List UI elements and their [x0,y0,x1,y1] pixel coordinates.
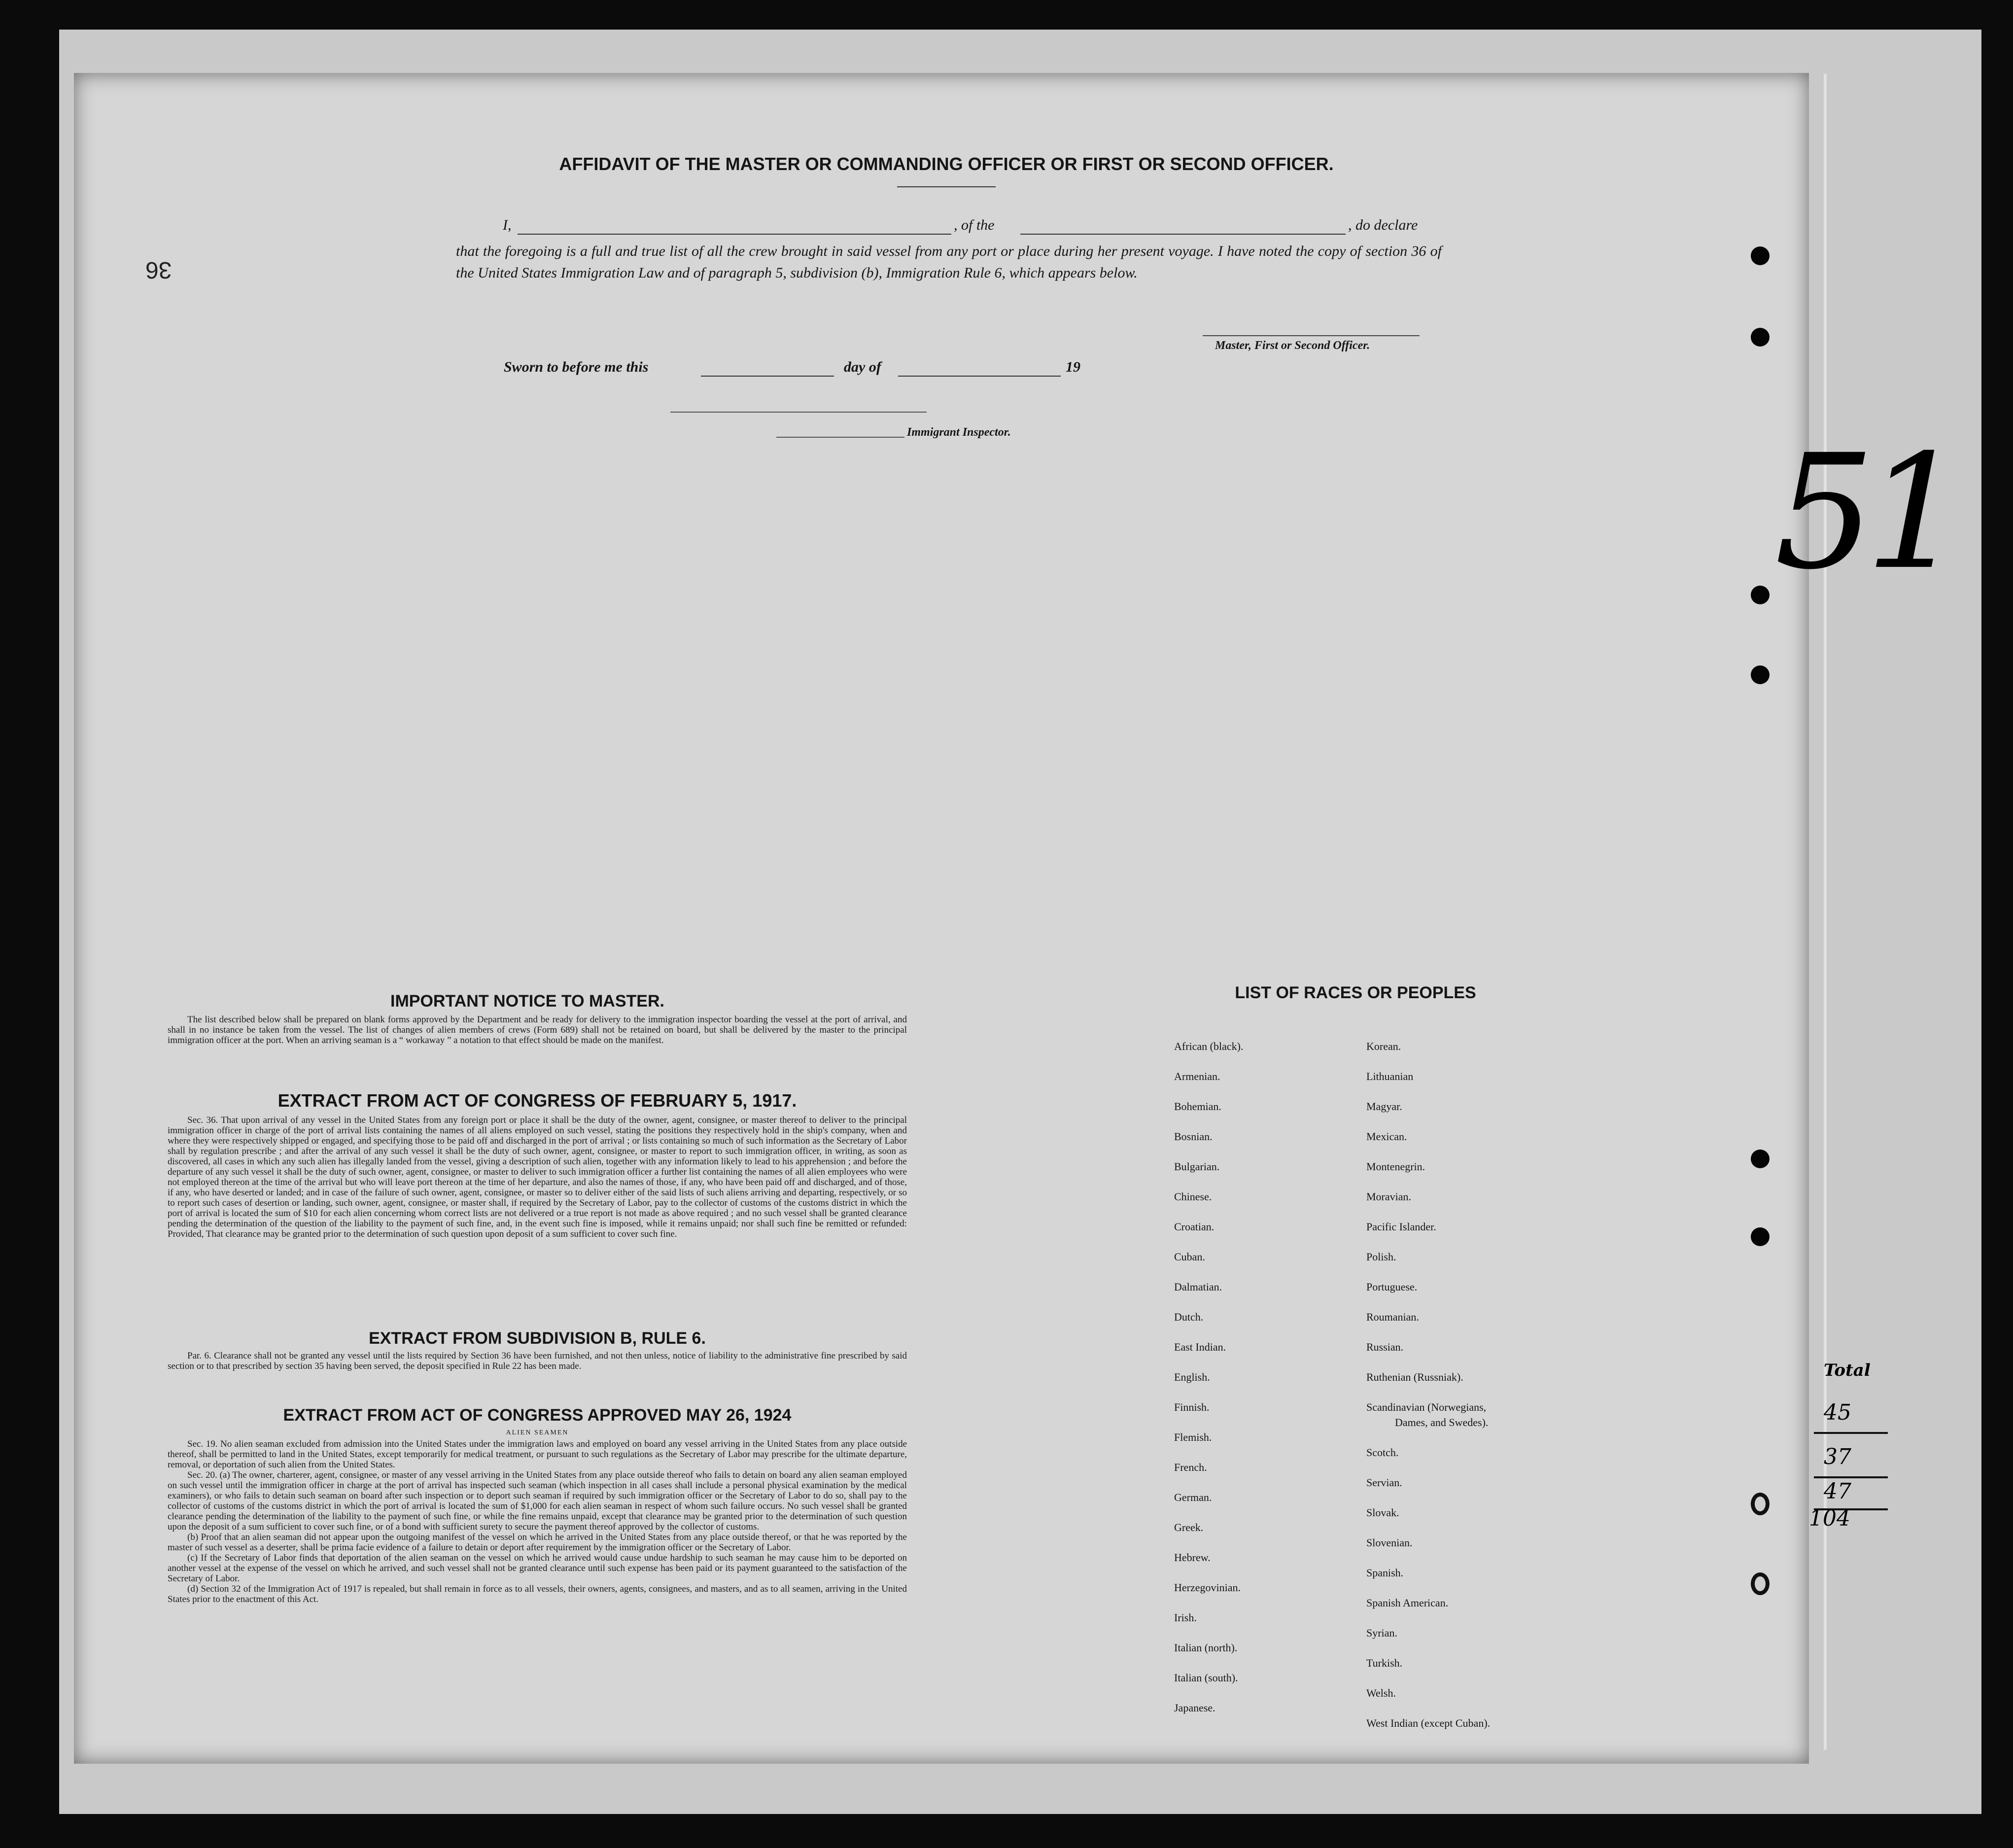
race-item: Dalmatian. [1174,1281,1222,1293]
race-item: German. [1174,1491,1212,1503]
race-item: Armenian. [1174,1070,1220,1082]
punch-hole-ring [1751,1572,1770,1595]
extract-1924-title: EXTRACT FROM ACT OF CONGRESS APPROVED MAY 26, 1924 [283,1406,792,1425]
race-item: Scandinavian (Norwegians, [1366,1401,1487,1413]
tally-rule [1814,1476,1888,1478]
race-item: Turkish. [1366,1657,1403,1669]
inspector-underline [776,437,904,438]
subdivision-b-title: EXTRACT FROM SUBDIVISION B, RULE 6. [369,1329,706,1348]
race-item: Spanish American. [1366,1597,1449,1609]
race-item: Servian. [1366,1476,1402,1489]
races-title: LIST OF RACES OR PEOPLES [1235,983,1476,1002]
signature-line[interactable] [1203,335,1420,336]
race-item: African (black). [1174,1040,1244,1052]
notice-paragraph: The list described below shall be prepared on blank forms approved by the Department and be ready for delivery to the immigration inspector boarding the vessel at the port of arrival, and shall in no instance be taken from the vessel. The list of changes of alien members of crews (Form 689) shall not be retained on board, but shall be delivered by the master to the principal immigration officer at the port. When an arriving seaman is a “ workaway ” a notation to that effect should be made on the manifest. [168,1014,907,1046]
alien-seamen-label: ALIEN SEAMEN [506,1429,569,1436]
year-label: 19 [1066,359,1080,375]
declaration-line [503,217,1429,237]
race-item: Montenegrin. [1366,1160,1425,1173]
race-item: Italian (north). [1174,1641,1238,1654]
subdivision-b-text [168,1351,907,1371]
par-6-paragraph: Par. 6. Clearance shall not be granted any vessel until the lists required by Section 36 have been furnished, and not then unless, notice of liability to the administrative fine prescribed by said section or to that prescribed by section 35 having been served, the deposit specified in Rule 22 has been made. [168,1351,907,1371]
inspector-label: Immigrant Inspector. [907,426,1011,439]
of-the-label: , of the [954,217,995,233]
race-item: Dutch. [1174,1311,1204,1323]
master-label: Master, First or Second Officer. [1215,339,1370,352]
handwritten-tally-1: 45 [1824,1400,1851,1425]
sworn-line [504,359,1145,379]
punch-hole-ring [1751,1493,1770,1515]
sec-20d-paragraph: (d) Section 32 of the Immigration Act of 1917 is repealed, but shall remain in force as to all vessels, their owners, agents, consignees, and masters, and as to all seamen, arriving in the United States prior to the enactment of this Act. [168,1584,907,1604]
race-item: Syrian. [1366,1627,1397,1639]
race-item: Greek. [1174,1521,1204,1534]
tally-rule [1814,1432,1888,1434]
day-of-label: day of [844,359,881,375]
race-item: Moravian. [1366,1190,1412,1203]
affidavit-title: AFFIDAVIT OF THE MASTER OR COMMANDING OFFICER OR FIRST OR SECOND OFFICER. [559,154,1334,174]
punch-hole [1751,1150,1770,1168]
race-item: Hebrew. [1174,1551,1211,1564]
section-36-paragraph: Sec. 36. That upon arrival of any vessel in the United States from any foreign port or place it shall be the duty of the owner, agent, consignee, or master thereof to deliver to the principal immigration officer in charge of the port of arrival lists containing the names of all aliens employed on such vessel, stating the positions they respectively hold in the ship's company, when and where they were respectively shipped or engaged, and specifying those to be paid off and discharged in the port of arrival ; or lists containing so much of such information as the Secretary of Labor shall by regulation prescribe ; and after the arrival of any such vessel it shall be the duty of such owner, agent, consignee, or master to report to such immigration officer, in writing, as soon as discovered, all cases in which any such alien has illegally landed from the vessel, giving a description of such alien, together with any information likely to lead to his apprehension ; and before the departure of any such vessel it shall be the duty of such owner, agent, consignee, or master to deliver to such immigration officer a further list containing the names of all alien employees who were not employed thereon at the time of the arrival but who will leave port thereon at the time of her departure, and also the names of those, if any, who have been paid off and discharged, and of those, if any, who have deserted or landed; and in case of the failure of such owner, agent, consignee, or master so to deliver either of the said lists of such aliens arriving and departing, respectively, or so to report such cases of desertion or landing, such owner, agent, consignee, or master shall, if required by the Secretary of Labor, pay to the collector of customs of the customs district in which the port of arrival is located the sum of $10 for each alien concerning whom correct lists are not delivered or a true report is not made as above required ; and no such vessel shall be granted clearance pending the determination of the question of the liability to the payment of such fine, and, in the event such fine is imposed, while it remains unpaid; nor shall such fine be remitted or refunded: Provided, That clearance may be granted prior to the determination of such question upon deposit of a sum sufficient to cover such fine. [168,1115,907,1239]
title-rule [897,186,996,187]
race-item: Ruthenian (Russniak). [1366,1371,1463,1383]
race-item: Italian (south). [1174,1672,1238,1684]
punch-hole [1751,665,1770,684]
race-item: Roumanian. [1366,1311,1419,1323]
race-item: English. [1174,1371,1210,1383]
race-item: Bohemian. [1174,1100,1221,1113]
declarant-label: I, [503,217,512,233]
race-item: Russian. [1366,1341,1404,1353]
handwritten-tally-3: 47 [1824,1479,1851,1504]
sec-20b-paragraph: (b) Proof that an alien seaman did not appear upon the outgoing manifest of the vessel on which he arrived in the United States from any place outside thereof, or that he was reported by the master of such vessel as a deserter, shall be prima facie evidence of a failure to detain or deport after requirement by the immigration officer or the Secretary of Labor. [168,1532,907,1553]
race-item: Cuban. [1174,1251,1205,1263]
extract-1917-text [168,1115,907,1239]
race-item: Bulgarian. [1174,1160,1220,1173]
handwritten-total-label: Total [1824,1360,1871,1380]
race-item: Mexican. [1366,1130,1407,1143]
race-item: Lithuanian [1366,1070,1414,1082]
race-item: Korean. [1366,1040,1401,1052]
do-declare-label: , do declare [1348,217,1418,233]
race-item: Dames, and Swedes). [1395,1416,1489,1429]
race-item: Pacific Islander. [1366,1220,1436,1233]
sec-19-paragraph: Sec. 19. No alien seaman excluded from admission into the United States under the immigration laws and employed on board any vessel arriving in the United States from any place outside thereof, shall be permitted to land in the United States, except temporarily for medical treatment, or pursuant to such regulations as the Secretary of Labor may prescribe for the ultimate departure, removal, or deportation of such alien from the United States. [168,1439,907,1470]
punch-hole [1751,328,1770,347]
race-item: Croatian. [1174,1220,1215,1233]
handwritten-number: 51 [1774,421,1956,604]
handwritten-tally-sum: 104 [1809,1506,1850,1531]
punch-hole [1751,1227,1770,1246]
race-item: Polish. [1366,1251,1396,1263]
handwritten-tally-2: 37 [1824,1444,1851,1469]
race-item: Bosnian. [1174,1130,1213,1143]
race-item: Flemish. [1174,1431,1212,1443]
race-item: Finnish. [1174,1401,1210,1413]
month-field[interactable] [898,376,1061,377]
race-item: Herzegovinian. [1174,1581,1241,1594]
punch-hole [1751,586,1770,604]
day-field[interactable] [701,376,834,377]
vessel-field[interactable] [1020,234,1346,235]
affidavit-body: that the foregoing is a full and true list of all the crew brought in said vessel from any port or place during her present voyage. I have noted the copy of section 36 of the United States Immigration Law and of paragraph 5, subdivision (b), Immigration Rule 6, which appears below. [456,243,1442,281]
race-item: Scotch. [1366,1446,1399,1459]
inspector-signature-line[interactable] [670,412,927,413]
sec-20a-paragraph: Sec. 20. (a) The owner, charterer, agent, consignee, or master of any vessel arriving in the United States from any place outside thereof who fails to detain on board any alien seaman employed on such vessel until the immigration officer in charge at the port of arrival has inspected such seaman (which inspection in all cases shall include a personal physical examination by the medical examiners), or who fails to detain such seaman on board after such inspection or to deport such seaman if required by such immigration officer or the Secretary of Labor to do so, shall pay to the collector of customs of the customs district in which the port of arrival is located the sum of $1,000 for each alien seaman in respect of whom such failure occurs. No such vessel shall be granted clearance pending the determination of the liability to the payment of such fine, or while the fine remains unpaid, except that clearance may be granted prior to the determination of such question upon the deposit of a sum sufficient to cover such fine, or of a bond with sufficient surety to secure the payment thereof approved by the collector of customs. [168,1470,907,1532]
race-item: Chinese. [1174,1190,1212,1203]
sec-20c-paragraph: (c) If the Secretary of Labor finds that deportation of the alien seaman on the vessel on which he arrived would cause undue hardship to such seaman he may cause him to be deported on another vessel at the expense of the vessel on which he arrived, and such vessel shall not be granted clearance until such expense has been paid or its payment guaranteed to the satisfaction of the Secretary of Labor. [168,1553,907,1584]
page-mark: 36 [145,257,172,283]
notice-text [168,1014,907,1046]
extract-1924-text [168,1427,907,1604]
race-item: West Indian (except Cuban). [1366,1717,1491,1729]
race-item: Spanish. [1366,1567,1404,1579]
sworn-label: Sworn to before me this [504,359,649,375]
punch-hole [1751,246,1770,265]
race-item: Magyar. [1366,1100,1402,1113]
name-field[interactable] [518,234,951,235]
race-item: Slovak. [1366,1506,1399,1519]
race-item: East Indian. [1174,1341,1226,1353]
race-item: Slovenian. [1366,1536,1413,1549]
extract-1917-title: EXTRACT FROM ACT OF CONGRESS OF FEBRUARY 5, 1917. [278,1090,797,1111]
notice-title: IMPORTANT NOTICE TO MASTER. [390,992,664,1011]
race-item: French. [1174,1461,1207,1473]
race-item: Japanese. [1174,1702,1215,1714]
race-item: Irish. [1174,1611,1197,1624]
race-item: Welsh. [1366,1687,1396,1699]
race-item: Portuguese. [1366,1281,1418,1293]
